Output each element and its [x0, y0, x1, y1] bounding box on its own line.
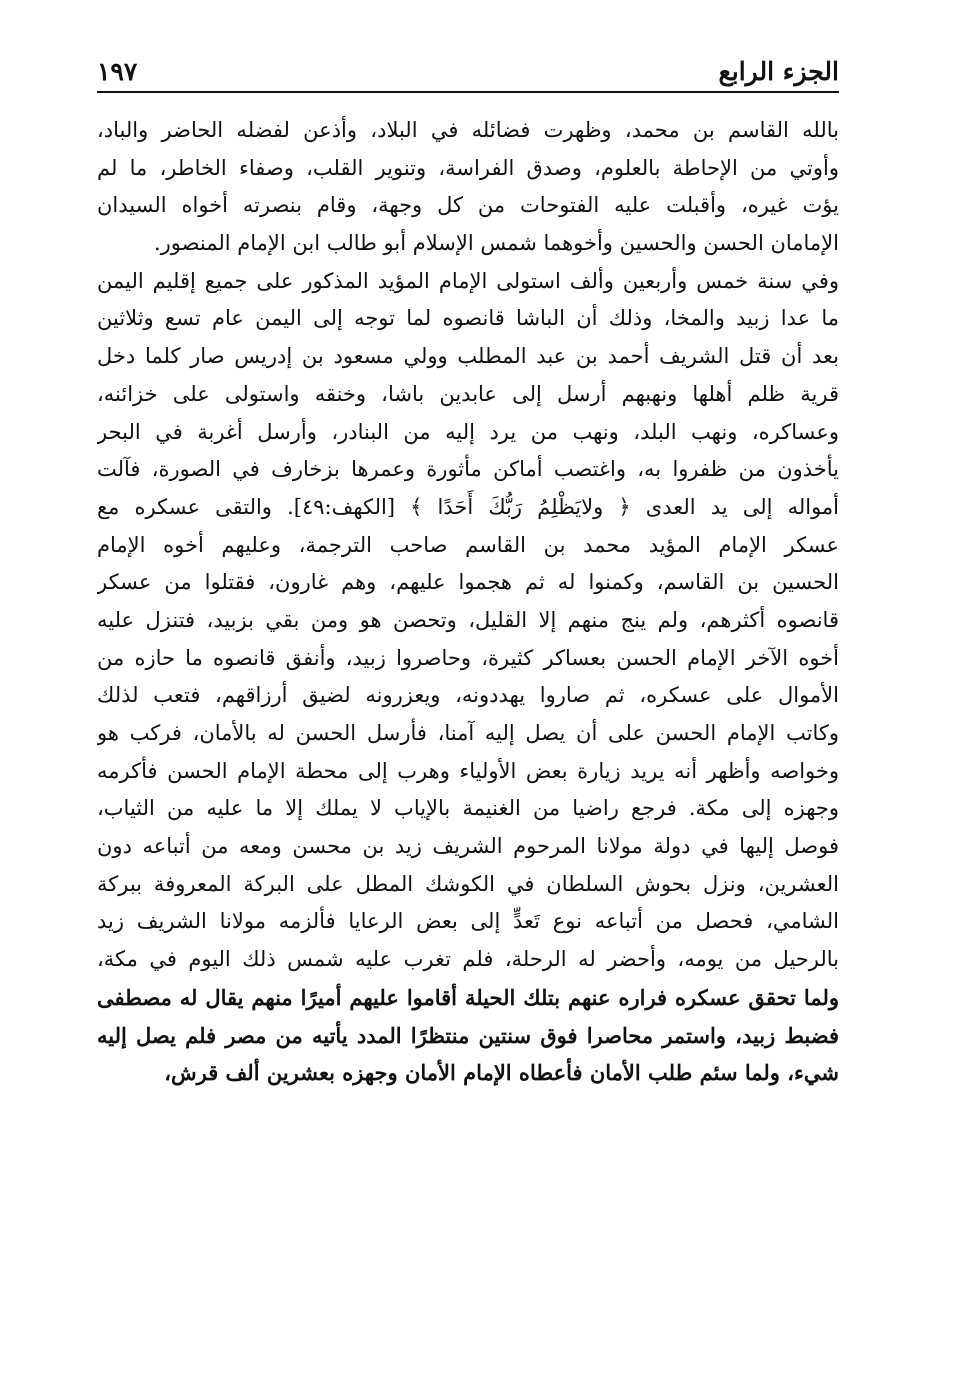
text-line: وأوتي من الإحاطة بالعلوم، وصدق الفراسة، وتنوير القلب، وصفاء الخاطر، ما لم	[97, 155, 839, 180]
text-line: فوصل إليها في دولة مولانا المرحوم الشريف زيد بن محسن ومعه من أتباعه دون	[97, 834, 839, 859]
text-line: بالله القاسم بن محمد، وظهرت فضائله في البلاد، وأذعن لفضله الحاضر والباد،	[97, 118, 839, 142]
text-line: فضبط زبيد، واستمر محاصرا فوق سنتين منتظرًا المدد يأتيه من مصر فلم يصل إليه	[97, 1022, 839, 1048]
text-line: الشامي، فحصل من أتباعه نوع تَعدٍّ إلى بعض الرعايا فألزمه مولانا الشريف زيد	[97, 909, 839, 934]
running-title: الجزء الرابع	[718, 57, 839, 86]
text-line: وخواصه وأظهر أنه يريد زيارة بعض الأولياء وهرب إلى محطة الإمام الحسن فأكرمه	[97, 758, 839, 783]
text-line: عسكر الإمام المؤيد محمد بن القاسم صاحب الترجمة، وعليهم أخوه الإمام	[97, 532, 839, 557]
text-line: شيء، ولما سئم طلب الأمان فأعطاه الإمام الأمان وجهزه بعشرين ألف قرش،	[164, 1060, 839, 1086]
text-line: قرية ظلم أهلها ونهبهم أرسل إلى عابدين باشا، وخنقه واستولى على خزائنه،	[97, 381, 839, 406]
page-header	[97, 42, 839, 88]
text-line: وجهزه إلى مكة. فرجع راضيا من الغنيمة بالإياب لا يملك إلا ما عليه من الثياب،	[97, 796, 839, 821]
text-line: ولما تحقق عسكره فراره عنهم بتلك الحيلة أقاموا عليهم أميرًا منهم يقال له مصطفى	[97, 984, 839, 1010]
text-line: وعساكره، ونهب البلد، ونهب من يرد إليه من البنادر، وأرسل أغربة في البحر	[97, 419, 839, 444]
text-line: بالرحيل من يومه، وأحضر له الرحلة، فلم تغرب عليه شمس ذلك اليوم في مكة،	[97, 947, 839, 972]
page-number: ١٩٧	[97, 57, 138, 86]
text-line: يؤت غيره، وأقبلت عليه الفتوحات من كل وجهة، وقام بنصرته أخواه السيدان	[97, 193, 839, 218]
text-line: الأموال على عسكره، ثم صاروا يهددونه، ويعزرونه لضيق أرزاقهم، فتعب لذلك	[97, 683, 839, 708]
text-line: وكاتب الإمام الحسن على أن يصل إليه آمنا، فأرسل الحسن له بالأمان، فركب هو	[97, 721, 839, 745]
text-line: ما عدا زبيد والمخا، وذلك أن الباشا قانصوه لما توجه إلى اليمن عام تسع وثلاثين	[97, 306, 839, 331]
body-text	[97, 112, 839, 1092]
text-line: بعد أن قتل الشريف أحمد بن عبد المطلب وولي مسعود بن إدريس صار كلما دخل	[97, 344, 839, 369]
text-line: الحسين بن القاسم، وكمنوا له ثم هجموا عليهم، وهم غارون، فقتلوا من عسكر	[97, 570, 839, 595]
text-line: وفي سنة خمس وأربعين وألف استولى الإمام المؤيد المذكور على جميع إقليم اليمن	[97, 268, 839, 293]
text-line: أخوه الآخر الإمام الحسن بعساكر كثيرة، وحاصروا زبيد، وأنفق قانصوه ما حازه من	[97, 645, 839, 670]
text-line: العشرين، ونزل بحوش السلطان في الكوشك المطل على البركة المعروفة ببركة	[97, 871, 839, 896]
text-line: قانصوه أكثرهم، ولم ينج منهم إلا القليل، وتحصن هو ومن بقي بزبيد، فتنزل عليه	[97, 607, 839, 632]
text-line: يأخذون من ظفروا به، واغتصب أماكن مأثورة وعمرها بزخارف في الصورة، فآلت	[97, 457, 839, 482]
text-line: الإمامان الحسن والحسين وأخوهما شمس الإسلام أبو طالب ابن الإمام المنصور.	[153, 231, 839, 256]
text-line: أمواله إلى يد العدى ﴿ ولايَظْلِمُ رَبُّكَ أَحَدًا ﴾ [الكهف:٤٩]. والتقى عسكره مع	[97, 494, 839, 519]
header-rule	[97, 91, 839, 93]
